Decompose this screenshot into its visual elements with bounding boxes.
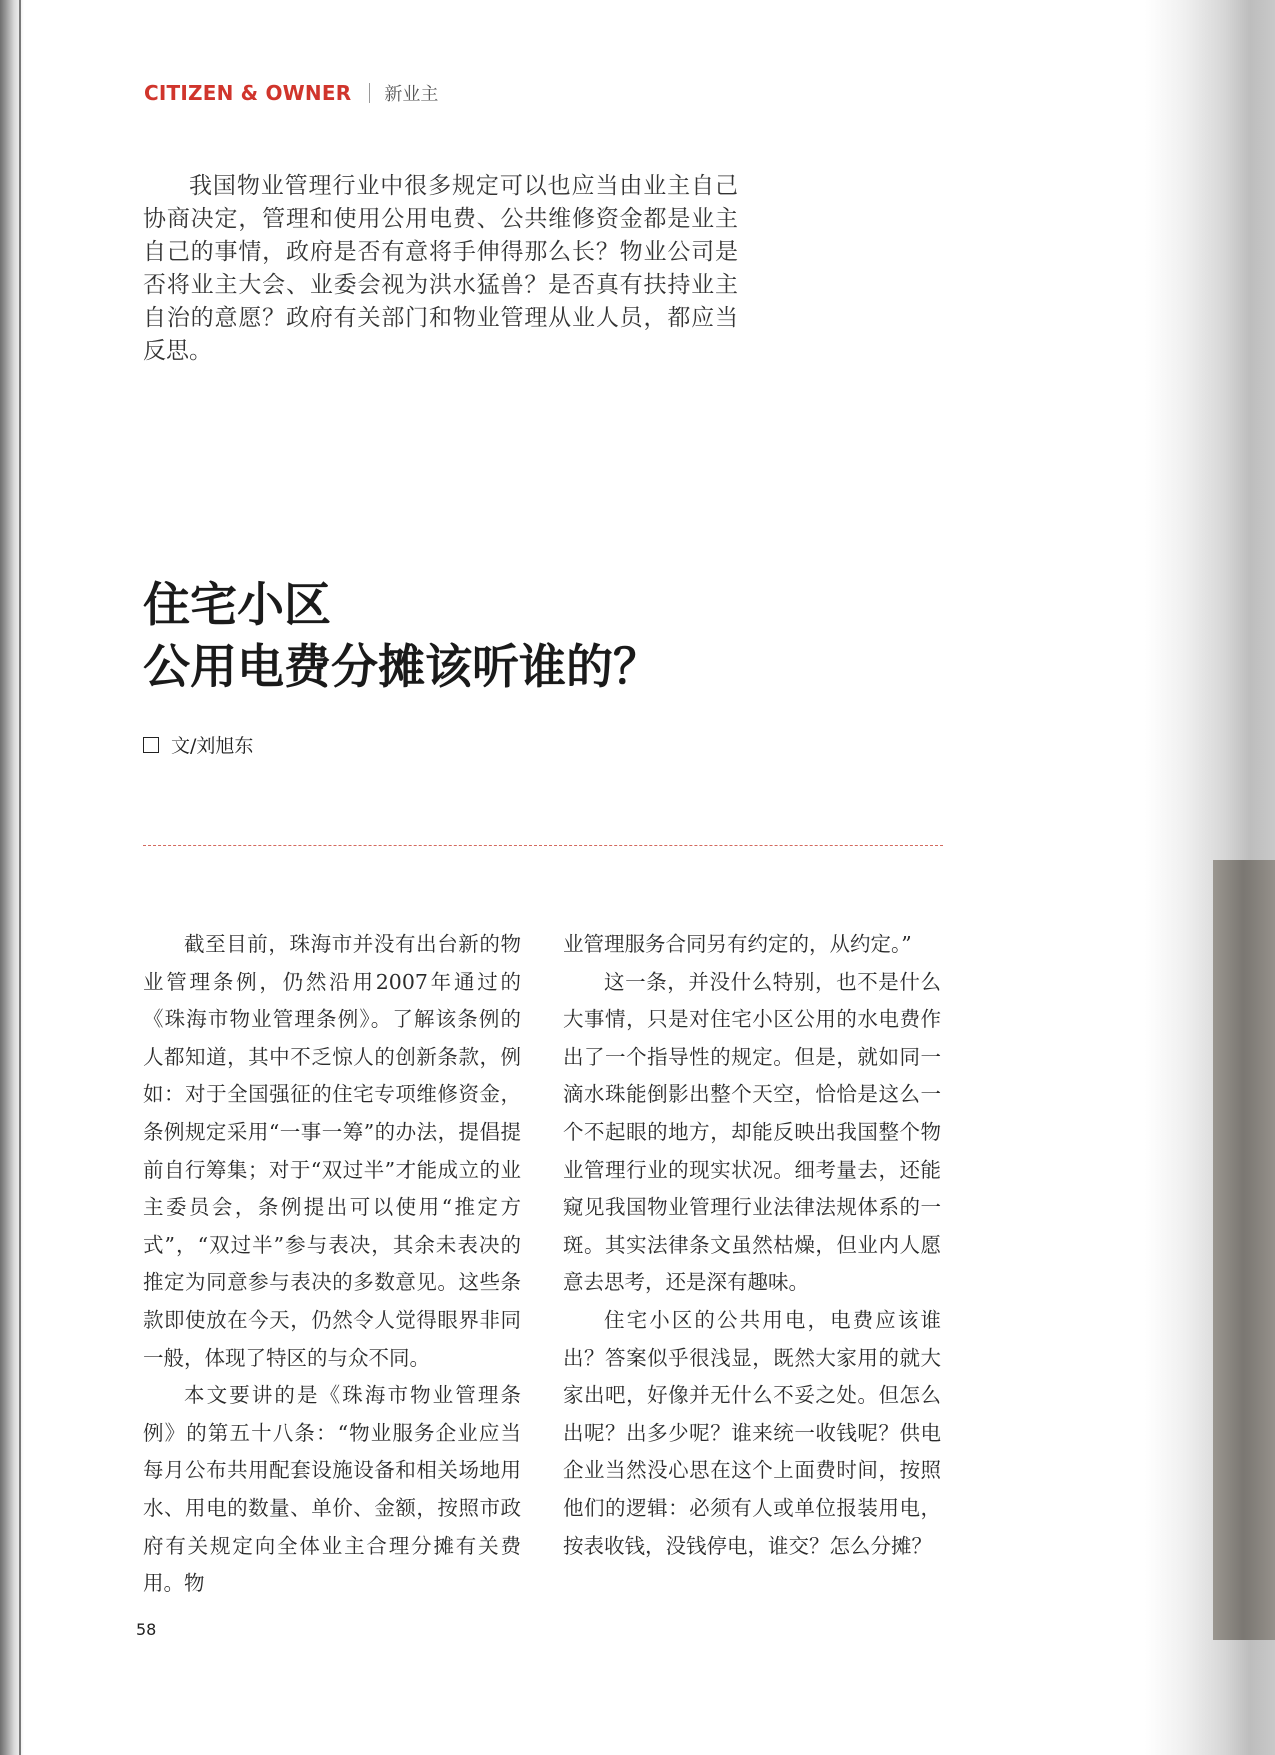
body-paragraph: 这一条，并没什么特别，也不是什么大事情，只是对住宅小区公用的水电费作出了一个指导性的规定。但是，就如同一滴水珠能倒影出整个天空，恰恰是这么一个不起眼的地方，却能反映出我国整个物业管理行业的现实状况。细考量去，还能窥见我国物业管理行业法律法规体系的一斑。其实法律条文虽然枯燥，但业内人愿意去思考，还是深有趣味。 [563,969,941,1295]
body-column-left [143,926,521,1603]
body-paragraph: 本文要讲的是《珠海市物业管理条例》的第五十八条：“物业服务企业应当每月公布共用配套设施设备和相关场地用水、用电的数量、单价、金额，按照市政府有关规定向全体业主合理分摊有关费用。物 [143,1383,521,1596]
author-name: 文/刘旭东 [171,735,254,757]
author-byline [143,731,253,758]
header-separator [369,83,370,103]
intro-paragraph: 我国物业管理行业中很多规定可以也应当由业主自己协商决定，管理和使用公用电费、公共维修资金都是业主自己的事情，政府是否有意将手伸得那么长？物业公司是否将业主大会、业委会视为洪水猛兽？是否真有扶持业主自治的意愿？政府有关部门和物业管理从业人员，都应当反思。 [143,173,738,364]
body-column-right [563,926,941,1565]
body-paragraph: 截至目前，珠海市并没有出台新的物业管理条例，仍然沿用2007年通过的《珠海市物业管理条例》。了解该条例的人都知道，其中不乏惊人的创新条款，例如：对于全国强征的住宅专项维修资金，条例规定采用“一事一筹”的办法，提倡提前自行筹集；对于“双过半”才能成立的业主委员会，条例提出可以使用“推定方式”，“双过半”参与表决，其余未表决的推定为同意参与表决的多数意见。这些条款即使放在今天，仍然令人觉得眼界非同一般，体现了特区的与众不同。 [143,932,521,1370]
page-number: 58 [136,1620,157,1639]
body-paragraph-continued: 业管理服务合同另有约定的，从约定。” [563,932,912,956]
column-section: 新业主 [384,84,439,105]
title-line-1: 住宅小区 [143,578,331,633]
column-brand: CITIZEN & OWNER [144,81,352,105]
byline-square-icon [143,737,159,753]
article-title [143,575,660,699]
title-line-2: 公用电费分摊该听谁的？ [143,640,660,695]
body-paragraph: 住宅小区的公共用电，电费应该谁出？答案似乎很浅显，既然大家用的就大家出吧，好像并无什么不妥之处。但怎么出呢？出多少呢？谁来统一收钱呢？供电企业当然没心思在这个上面费时间，按照他们的逻辑：必须有人或单位报装用电，按表收钱，没钱停电，谁交？怎么分摊？ [563,1307,941,1558]
running-header [144,78,438,108]
scan-edge-right-shadow [1213,860,1275,1640]
scan-binding-line [19,0,21,1755]
dashed-divider [143,845,943,846]
